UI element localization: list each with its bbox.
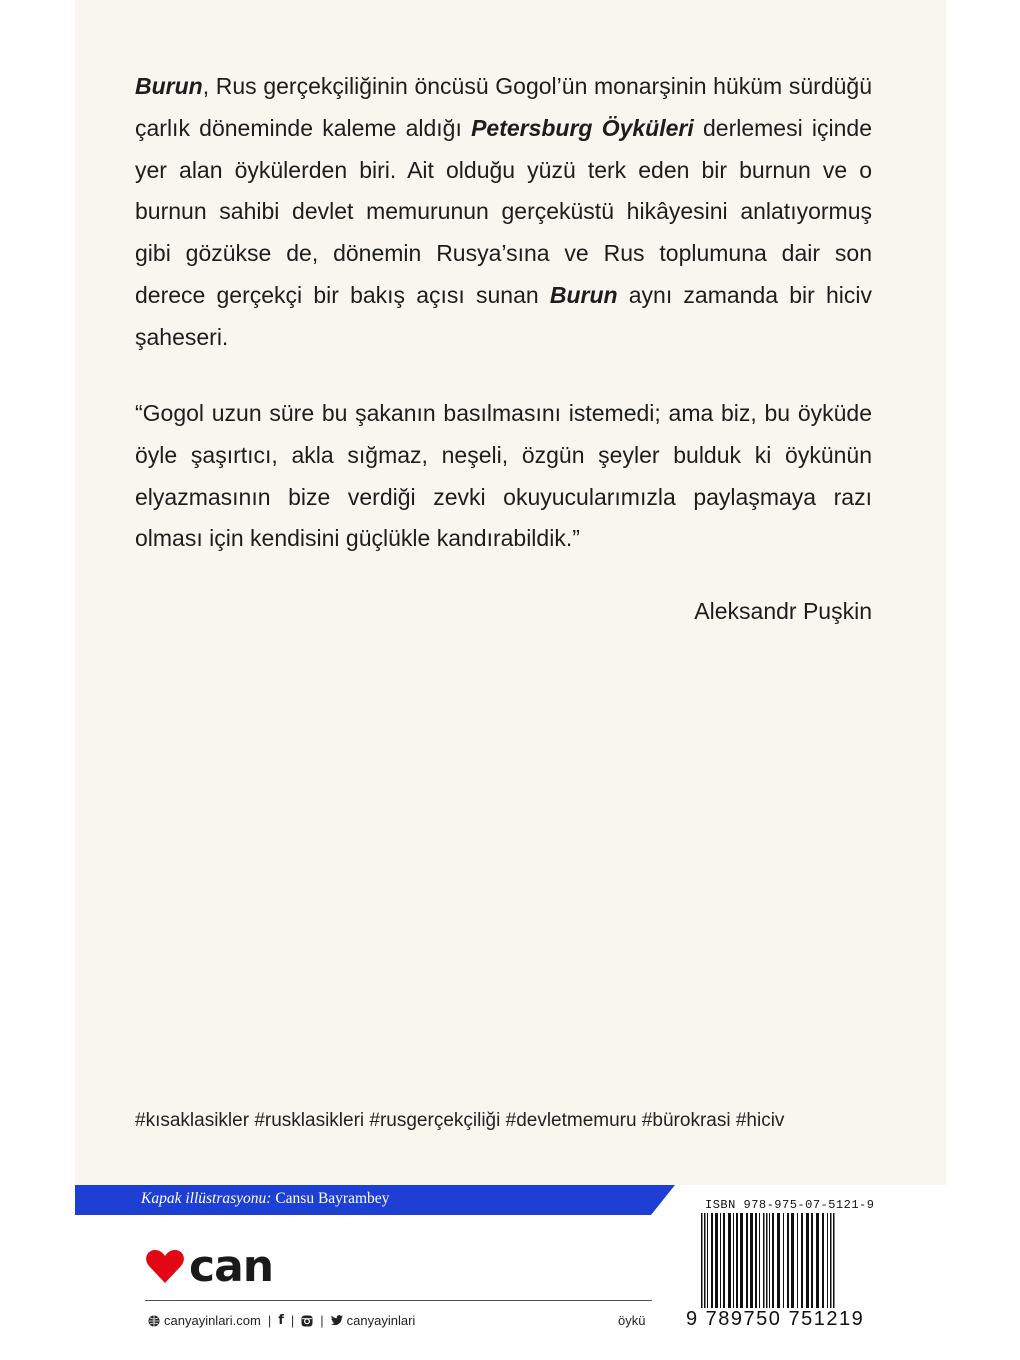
barcode-bar [715,1213,718,1309]
barcode-bar [772,1213,774,1309]
barcode-bar [816,1213,819,1309]
barcode-bar [750,1213,753,1309]
barcode-bar [707,1213,708,1309]
barcode-bar [711,1213,713,1309]
barcode-bar [822,1213,824,1309]
separator: | [320,1313,324,1328]
quote-author: Aleksandr Puşkin [694,598,872,624]
twitter-link[interactable]: canyayinlari [331,1313,416,1328]
publisher-footer [148,1313,415,1328]
book-description: Burun, Rus gerçekçiliğinin öncüsü Gogol’ün monarşinin hüküm sürdüğü çarlık döneminde kaleme aldığı Petersburg Öyküleri derlemesi içinde yer alan öykülerden biri. Ait olduğu yüzü terk eden bir burnun ve o burnun sahibi devlet memurunun gerçeküstü hikâyesini anlatıyormuş gibi gözükse de, dönemin Rusya’sına ve Rus toplumuna dair son derece gerçekçi bir bakış açısı sunan Burun aynı zamanda bir hiciv şaheseri. [135,73,873,350]
isbn-text: ISBN 978-975-07-5121-9 [705,1198,875,1212]
pushkin-quote: “Gogol uzun süre bu şakanın basılmasını istemedi; ama biz, bu öyküde öyle şaşırtıcı, akla sığmaz, neşeli, özgün şeyler bulduk ki öykünün elyazmasının bize verdiği zevki okuyucularımızla paylaşmaya razı olması için kendisini güçlükle kandırabildik.” [135,400,872,552]
barcode-bar [740,1213,743,1309]
instagram-icon[interactable] [301,1315,313,1327]
barcode-bar [723,1213,725,1309]
barcode-bar [791,1213,794,1309]
title-word-2: Burun [549,281,618,308]
barcode-bar [733,1213,734,1309]
genre-label: öykü [618,1313,646,1328]
title-word: Burun [135,73,203,99]
barcode-bar [759,1213,760,1309]
globe-icon [148,1315,160,1327]
footer-rule [145,1300,652,1301]
barcode-bar [783,1213,784,1309]
heart-icon [145,1249,185,1285]
barcode-bar [797,1213,798,1309]
separator: | [290,1313,295,1328]
illustration-credit: Kapak illüstrasyonu: Cansu Bayrambey [141,1190,390,1207]
barcode-bar [806,1213,809,1309]
collection-title: Petersburg Öyküleri [471,114,694,141]
separator: | [267,1313,272,1328]
hashtags: #kısaklasikler #rusklasikleri #rusgerçekçiliği #devletmemuru #bürokrasi #hiciv [135,1110,785,1131]
barcode-bar [728,1213,731,1309]
facebook-icon[interactable]: f [278,1313,284,1328]
barcode-bar [777,1213,780,1309]
barcode-bar [755,1213,757,1309]
barcode-bar [827,1213,828,1309]
website-link[interactable]: canyayinlari.com [148,1313,261,1328]
logo-wordmark: can [189,1241,274,1292]
barcode-bar [801,1213,803,1309]
barcode-bar [736,1213,738,1309]
twitter-icon [331,1315,343,1326]
barcode-bar [720,1213,721,1309]
barcode-bar [787,1213,789,1309]
barcode-number: 9 789750 751219 [686,1308,865,1330]
can-logo [145,1241,274,1292]
barcode-bar [746,1213,748,1309]
barcode-bar [811,1213,813,1309]
